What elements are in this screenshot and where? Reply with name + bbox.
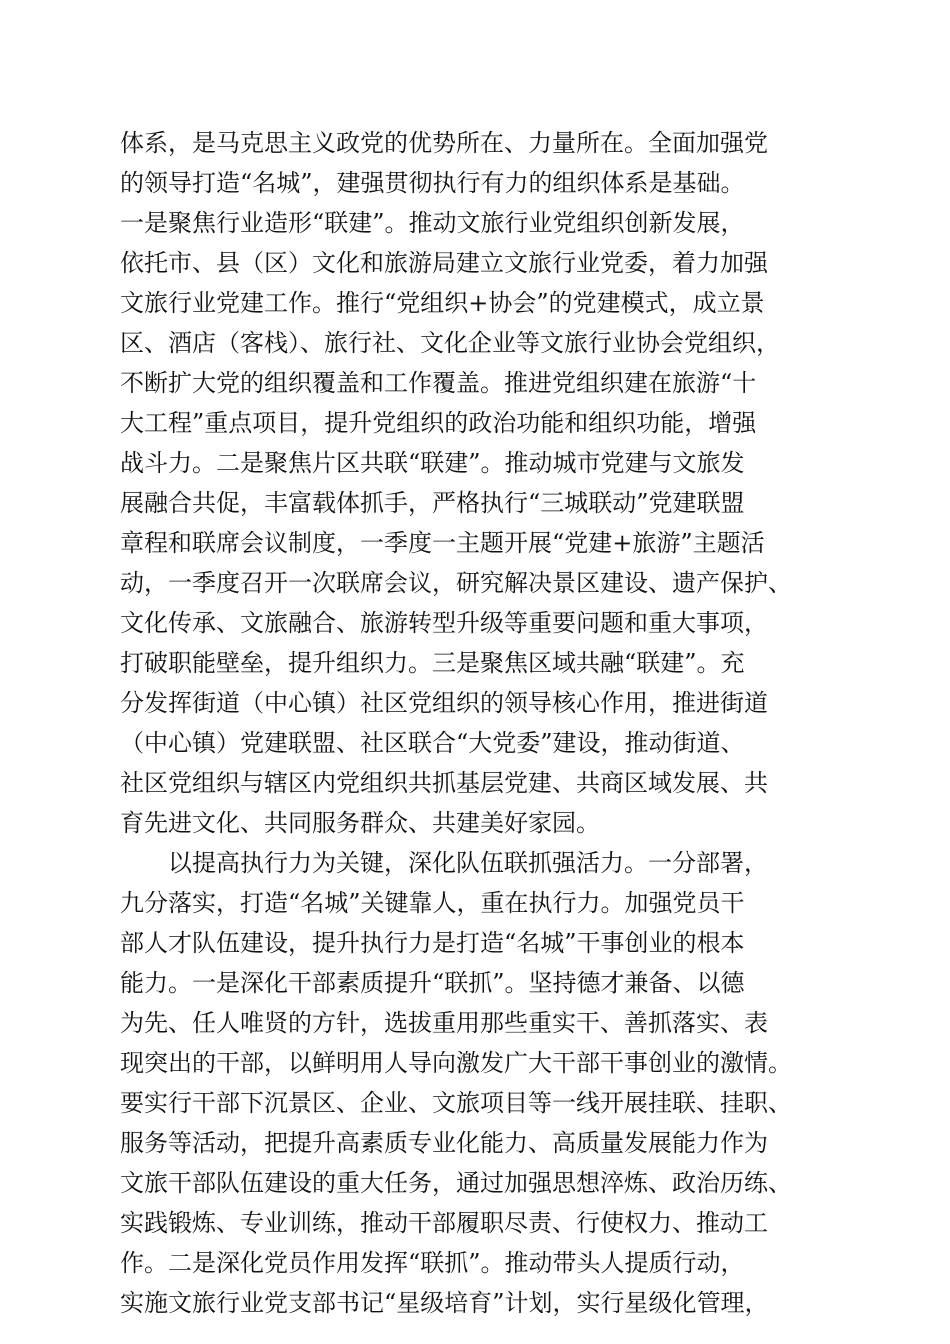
text-line: 服务等活动，把提升高素质专业化能力、高质量发展能力作为 bbox=[120, 1129, 768, 1157]
text-line: 文旅行业党建工作。推行“党组织+协会”的党建模式，成立景 bbox=[120, 289, 765, 317]
text-line: 区、酒店（客栈）、旅行社、文化企业等文旅行业协会党组织， bbox=[120, 329, 780, 357]
text-line: （中心镇）党建联盟、社区联合“大党委”建设，推动街道、 bbox=[120, 729, 745, 757]
text-line: 九分落实，打造“名城”关键靠人，重在执行力。加强党员干 bbox=[120, 889, 745, 917]
text-line: 为先、任人唯贤的方针，选拔重用那些重实干、善抓落实、表 bbox=[120, 1009, 768, 1037]
text-line: 不断扩大党的组织覆盖和工作覆盖。推进党组织建在旅游“十 bbox=[120, 369, 757, 397]
text-line: 战斗力。二是聚焦片区共联“联建”。推动城市党建与文旅发 bbox=[120, 449, 745, 477]
text-line: 文旅干部队伍建设的重大任务，通过加强思想淬炼、政治历练、 bbox=[120, 1169, 792, 1197]
text-line: 大工程”重点项目，提升党组织的政治功能和组织功能，增强 bbox=[120, 409, 757, 437]
text-line: 体系，是马克思主义政党的优势所在、力量所在。全面加强党 bbox=[120, 129, 768, 157]
text-line: 的领导打造“名城”，建强贯彻执行有力的组织体系是基础。 bbox=[120, 169, 745, 197]
text-line: 作。二是深化党员作用发挥“联抓”。推动带头人提质行动， bbox=[120, 1249, 745, 1277]
text-line: 分发挥街道（中心镇）社区党组织的领导核心作用，推进街道 bbox=[120, 689, 768, 717]
text-line: 章程和联席会议制度，一季度一主题开展“党建+旅游”主题活 bbox=[120, 529, 765, 557]
text-line: 展融合共促，丰富载体抓手，严格执行“三城联动”党建联盟 bbox=[120, 489, 745, 517]
text-line: 要实行干部下沉景区、企业、文旅项目等一线开展挂联、挂职、 bbox=[120, 1089, 792, 1117]
text-line: 部人才队伍建设，提升执行力是打造“名城”干事创业的根本 bbox=[120, 929, 745, 957]
text-line: 打破职能壁垒，提升组织力。三是聚焦区域共融“联建”。充 bbox=[120, 649, 745, 677]
text-line: 依托市、县（区）文化和旅游局建立文旅行业党委，着力加强 bbox=[120, 249, 768, 277]
text-line: 实践锻炼、专业训练，推动干部履职尽责、行使权力、推动工 bbox=[120, 1209, 768, 1237]
text-line: 实施文旅行业党支部书记“星级培育”计划，实行星级化管理， bbox=[120, 1289, 769, 1317]
text-line: 动，一季度召开一次联席会议，研究解决景区建设、遗产保护、 bbox=[120, 569, 792, 597]
text-line: 育先进文化、共同服务群众、共建美好家园。 bbox=[120, 809, 600, 837]
text-line: 现突出的干部，以鲜明用人导向激发广大干部干事创业的激情。 bbox=[120, 1049, 792, 1077]
text-line: 文化传承、文旅融合、旅游转型升级等重要问题和重大事项， bbox=[120, 609, 768, 637]
text-line: 能力。一是深化干部素质提升“联抓”。坚持德才兼备、以德 bbox=[120, 969, 745, 997]
text-line: 社区党组织与辖区内党组织共抓基层党建、共商区域发展、共 bbox=[120, 769, 768, 797]
paragraph-first-line: 以提高执行力为关键，深化队伍联抓强活力。一分部署， bbox=[168, 849, 768, 877]
text-line: 一是聚焦行业造形“联建”。推动文旅行业党组织创新发展， bbox=[120, 209, 745, 237]
